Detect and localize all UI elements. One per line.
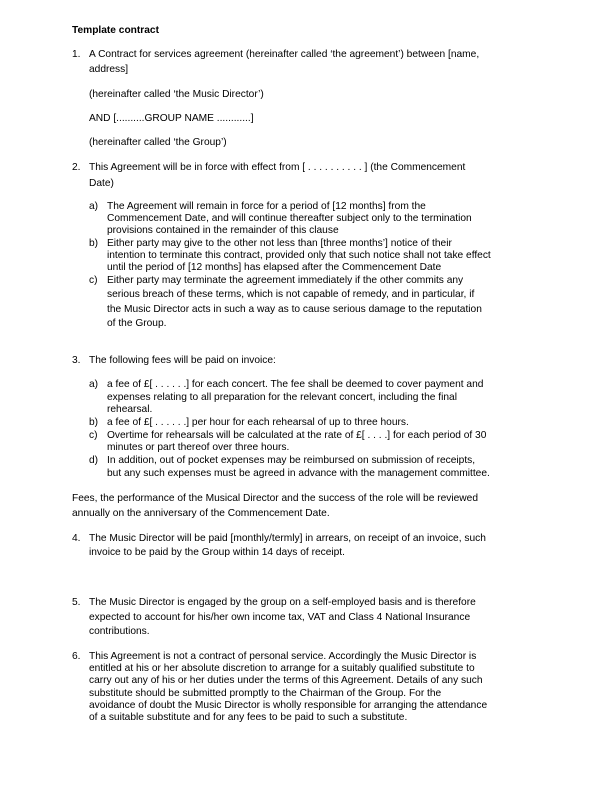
clause-2a-text: Commencement Date, and will continue thereafter subject only to the termination <box>107 213 472 224</box>
clause-2c-label: c) <box>89 275 98 286</box>
clause-2c-text: serious breach of these terms, which is not capable of remedy, and in particular, if <box>107 289 475 300</box>
clause-2-number: 2. <box>72 162 81 173</box>
clause-1-number: 1. <box>72 49 81 60</box>
clause-4-text: The Music Director will be paid [monthly/termly] in arrears, on receipt of an invoice, such <box>89 533 486 544</box>
clause-5-text: The Music Director is engaged by the group on a self-employed basis and is therefore <box>89 597 476 608</box>
clause-2a-text: provisions contained in the remainder of this clause <box>107 225 339 236</box>
fees-review-text: annually on the anniversary of the Commencement Date. <box>72 508 330 519</box>
clause-3a-text: expenses relating to all preparation for the relevant concert, including the final <box>107 392 457 403</box>
clause-3c-label: c) <box>89 430 98 441</box>
clause-3-text: The following fees will be paid on invoice: <box>89 355 276 366</box>
clause-4-number: 4. <box>72 533 81 544</box>
document-title: Template contract <box>72 25 159 36</box>
clause-2b-text: Either party may give to the other not less than [three months’] notice of their <box>107 238 452 249</box>
clause-6-text: avoidance of doubt the Music Director is wholly responsible for arranging the attendance <box>89 700 488 711</box>
clause-3b-label: b) <box>89 417 99 428</box>
clause-3a-text: a fee of £[ . . . . . .] for each concert. The fee shall be deemed to cover payment and <box>107 379 484 390</box>
clause-3c-text: Overtime for rehearsals will be calculated at the rate of £[ . . . .] for each period of 30 <box>107 430 487 441</box>
clause-3b-text: a fee of £[ . . . . . .] per hour for each rehearsal of up to three hours. <box>107 417 409 428</box>
clause-5-text: expected to account for his/her own income tax, VAT and Class 4 National Insurance <box>89 612 471 623</box>
clause-2b-text: until the period of [12 months] has elapsed after the Commencement Date <box>107 262 442 273</box>
clause-2-text: This Agreement will be in force with effect from [ . . . . . . . . . . ] (the Commencement <box>89 162 466 173</box>
clause-2a-text: The Agreement will remain in force for a period of [12 months] from the <box>107 201 426 212</box>
clause-3a-text: rehearsal. <box>107 404 153 415</box>
clause-1-text: address] <box>89 64 129 75</box>
clause-2c-text: the Music Director acts in such a way as to cause serious damage to the reputation <box>107 304 482 315</box>
clause-1-text: A Contract for services agreement (hereinafter called ‘the agreement’) between [name, <box>89 49 480 60</box>
clause-2b-label: b) <box>89 238 99 249</box>
clause-1-music-director: (hereinafter called ‘the Music Director’) <box>89 89 264 100</box>
clause-3d-text: In addition, out of pocket expenses may be reimbursed on submission of receipts, <box>107 455 476 466</box>
clause-6-text: of a suitable substitute and for any fees to be paid to such a substitute. <box>89 712 408 723</box>
clause-3a-label: a) <box>89 379 99 390</box>
clause-2a-label: a) <box>89 201 99 212</box>
clause-6-text: substitute should be submitted promptly to the Chairman of the Group. For the <box>89 688 442 699</box>
fees-review-text: Fees, the performance of the Musical Director and the success of the role will be reviewed <box>72 493 478 504</box>
clause-3-number: 3. <box>72 355 81 366</box>
clause-3d-label: d) <box>89 455 99 466</box>
clause-2c-text: of the Group. <box>107 318 167 329</box>
clause-4-text: invoice to be paid by the Group within 14 days of receipt. <box>89 547 345 558</box>
clause-6-text: carry out any of his or her duties under the terms of this Agreement. Details of any such <box>89 675 483 686</box>
clause-6-text: This Agreement is not a contract of personal service. Accordingly the Music Director is <box>89 651 477 662</box>
clause-1-group: (hereinafter called ‘the Group’) <box>89 137 227 148</box>
clause-6-number: 6. <box>72 651 81 662</box>
clause-3d-text: but any such expenses must be agreed in advance with the management committee. <box>107 468 490 479</box>
clause-2-text: Date) <box>89 178 114 189</box>
clause-1-group-name: AND [..........GROUP NAME ............] <box>89 113 254 124</box>
clause-5-number: 5. <box>72 597 81 608</box>
clause-5-text: contributions. <box>89 626 150 637</box>
clause-6-text: entitled at his or her absolute discretion to arrange for a suitably qualified substitute to <box>89 663 475 674</box>
clause-2b-text: intention to terminate this contract, provided only that such notice shall not take effect <box>107 250 491 261</box>
clause-2c-text: Either party may terminate the agreement immediately if the other commits any <box>107 275 464 286</box>
clause-3c-text: minutes or part thereof over three hours. <box>107 442 290 453</box>
